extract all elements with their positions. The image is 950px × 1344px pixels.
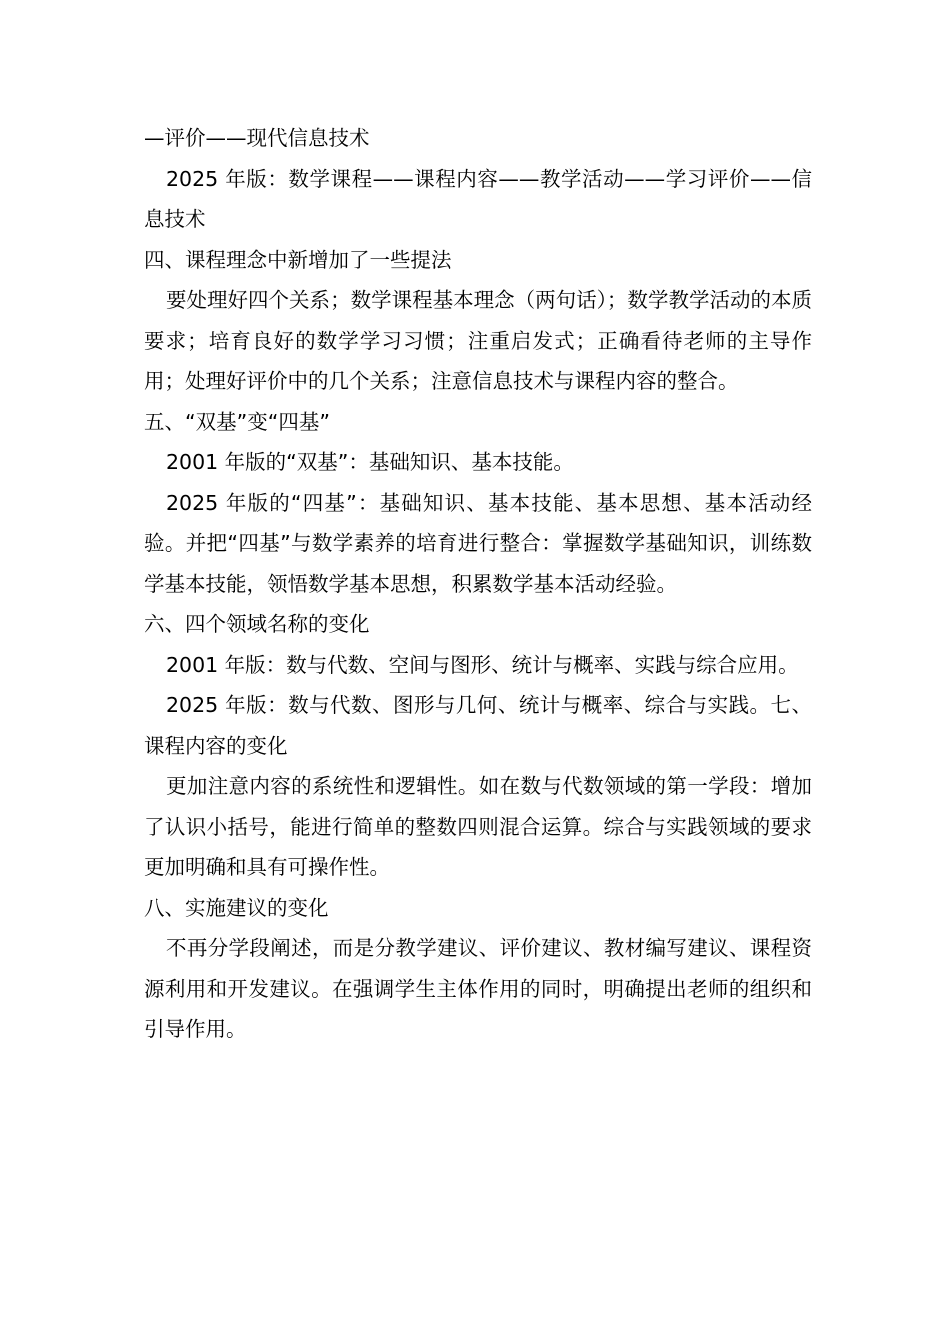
section-heading-4: 四、课程理念中新增加了一些提法: [144, 247, 452, 272]
section-heading-5: 五、“双基”变“四基”: [144, 409, 330, 434]
paragraph-implementation: 不再分学段阐述，而是分教学建议、评价建议、教材编写建议、课程资源利用和开发建议。在强调学生主体作用的同时，明确提出老师的组织和引导作用。: [144, 936, 812, 1041]
paragraph-2001-domains: 2001 年版：数与代数、空间与图形、统计与概率、实践与综合应用。: [166, 652, 799, 677]
section-heading-8: 八、实施建议的变化: [144, 895, 329, 920]
paragraph-2025-structure: 2025 年版：数学课程——课程内容——教学活动——学习评价——信息技术: [144, 166, 812, 231]
paragraph-course-concepts: 要处理好四个关系；数学课程基本理念（两句话）；数学教学活动的本质要求；培育良好的数学学习习惯；注重启发式；正确看待老师的主导作用；处理好评价中的几个关系；注意信息技术与课程内容的整合。: [144, 288, 812, 393]
paragraph-2001-shuangji: 2001 年版的“双基”：基础知识、基本技能。: [166, 450, 574, 474]
section-heading-6: 六、四个领域名称的变化: [144, 612, 370, 636]
paragraph-2025-domains: 2025 年版：数与代数、图形与几何、统计与概率、综合与实践。七、课程内容的变化: [144, 693, 812, 758]
paragraph-2025-siji: 2025 年版的“四基”：基础知识、基本技能、基本思想、基本活动经验。并把“四基”与数学素养的培育进行整合：掌握数学基础知识，训练数学基本技能，领悟数学基本思想，积累数学基本活动经验。: [144, 490, 812, 596]
document-body: [144, 118, 812, 1050]
paragraph-content-changes: 更加注意内容的系统性和逻辑性。如在数与代数领域的第一学段：增加了认识小括号，能进行简单的整数四则混合运算。综合与实践领域的要求更加明确和具有可操作性。: [144, 774, 812, 879]
paragraph-continuation: —评价——现代信息技术: [144, 126, 370, 150]
